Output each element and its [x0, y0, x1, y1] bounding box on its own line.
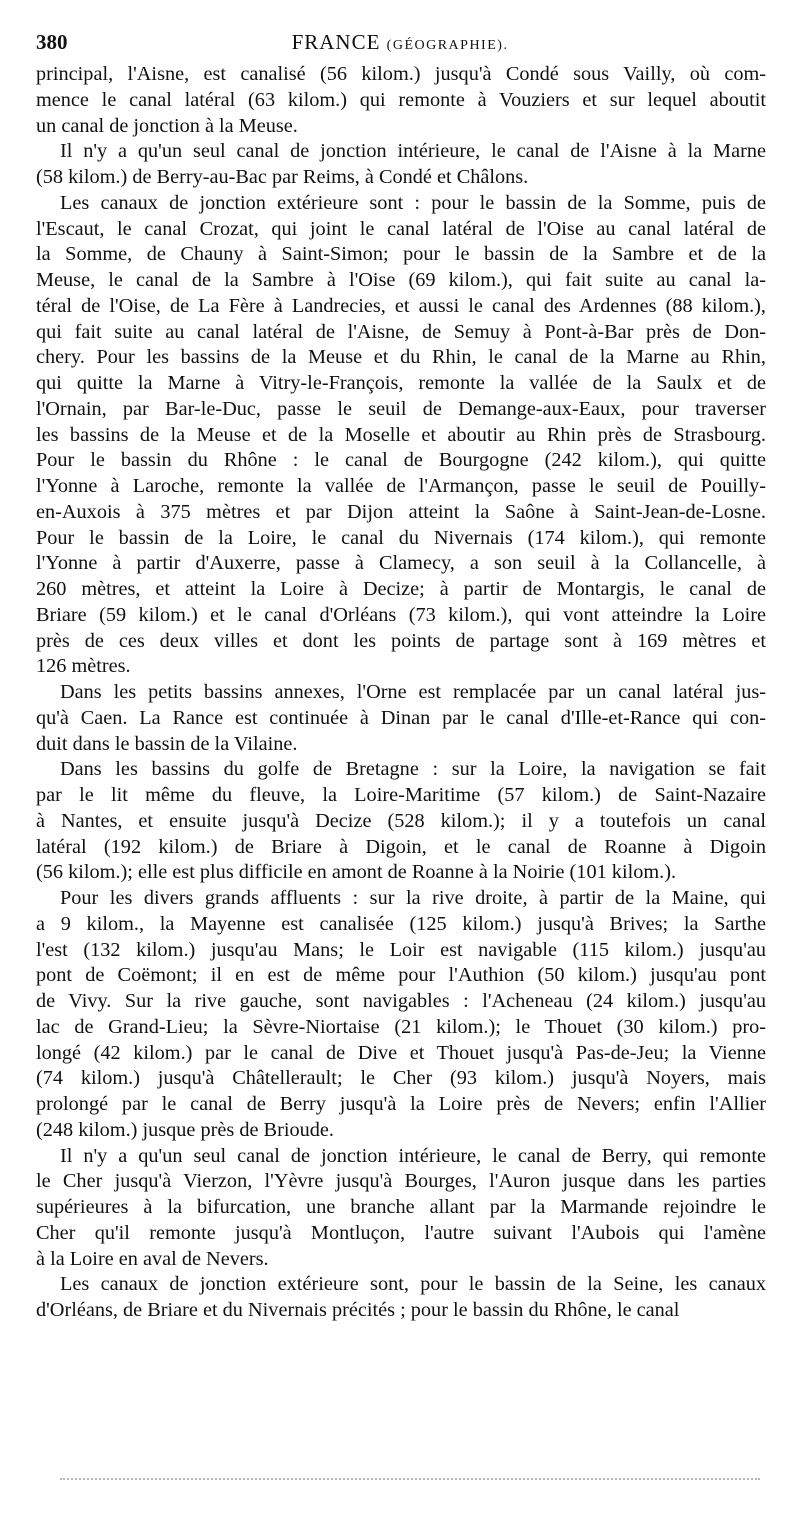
text-line: Briare (59 kilom.) et le canal d'Orléans (73 kilom.), qui vont atteindre la Loire [36, 603, 766, 626]
text-line: l'Yonne à Laroche, remonte la vallée de l'Armançon, passe le seuil de Pouilly- [36, 475, 766, 497]
paragraph [36, 1272, 766, 1324]
text-line: près de ces deux villes et dont les points de partage sont à 169 mètres et [36, 629, 766, 652]
text-line: l'est (132 kilom.) jusqu'au Mans; le Loir est navigable (115 kilom.) jusqu'au [36, 938, 766, 961]
text-line: par le lit même du fleuve, la Loire-Maritime (57 kilom.) de Saint-Nazaire [36, 784, 766, 806]
text-line: Pour le bassin de la Loire, le canal du Nivernais (174 kilom.), qui remonte [36, 526, 766, 549]
text-line: (56 kilom.); elle est plus difficile en amont de Roanne à la Noirie (101 kilom.). [36, 861, 677, 884]
running-title [36, 30, 764, 55]
text-line: qu'à Caen. La Rance est continuée à Dinan par le canal d'Ille-et-Rance qui con- [36, 706, 766, 729]
text-line: téral de l'Oise, de La Fère à Landrecies, et aussi le canal des Ardennes (88 kilom.), [36, 294, 766, 317]
text-line: Pour le bassin du Rhône : le canal de Bourgogne (242 kilom.), qui quitte [36, 449, 766, 472]
text-line: mence le canal latéral (63 kilom.) qui remonte à Vouziers et sur lequel aboutit [36, 88, 766, 111]
text-line: 126 mètres. [36, 655, 131, 678]
text-line: (58 kilom.) de Berry-au-Bac par Reims, à Condé et Châlons. [36, 166, 529, 188]
text-line: duit dans le bassin de la Vilaine. [36, 732, 298, 755]
text-line: Dans les petits bassins annexes, l'Orne est remplacée par un canal latéral jus- [60, 681, 766, 703]
text-line: Il n'y a qu'un seul canal de jonction intérieure, le canal de l'Aisne à la Marne [60, 140, 766, 163]
paragraph [36, 680, 766, 757]
text-line: prolongé par le canal de Berry jusqu'à la Loire près de Nevers; enfin l'Allier [36, 1093, 766, 1115]
bottom-divider [60, 1478, 760, 1480]
text-line: principal, l'Aisne, est canalisé (56 kilom.) jusqu'à Condé sous Vailly, où com- [36, 63, 766, 85]
paragraph [36, 191, 766, 680]
text-line: en-Auxois à 375 mètres et par Dijon atteint la Saône à Saint-Jean-de-Losne. [36, 500, 766, 523]
text-line: Les canaux de jonction extérieure sont, pour le bassin de la Seine, les canaux [60, 1273, 766, 1296]
text-line: Cher qu'il remonte jusqu'à Montluçon, l'autre suivant l'Aubois qui l'amène [36, 1221, 766, 1244]
text-line: Il n'y a qu'un seul canal de jonction intérieure, le canal de Berry, qui remonte [60, 1144, 766, 1167]
text-line: Pour les divers grands affluents : sur la rive droite, à partir de la Maine, qui [60, 887, 766, 909]
page-number: 380 [36, 30, 68, 54]
text-line: qui quitte la Marne à Vitry-le-François, remonte la vallée de la Saulx et de [36, 372, 766, 394]
text-line: chery. Pour les bassins de la Meuse et du Rhin, le canal de la Marne au Rhin, [36, 346, 766, 369]
text-line: a 9 kilom., la Mayenne est canalisée (125 kilom.) jusqu'à Brives; la Sarthe [36, 912, 766, 935]
page-header [36, 30, 764, 60]
running-title-sub: (GÉOGRAPHIE). [386, 38, 509, 53]
text-line: lac de Grand-Lieu; la Sèvre-Niortaise (21 kilom.); le Thouet (30 kilom.) pro- [36, 1015, 766, 1038]
paragraph [36, 139, 766, 191]
text-line: de Vivy. Sur la rive gauche, sont navigables : l'Acheneau (24 kilom.) jusqu'au [36, 990, 766, 1012]
text-line: un canal de jonction à la Meuse. [36, 114, 298, 137]
running-title-main: FRANCE [291, 30, 381, 54]
text-line: l'Escaut, le canal Crozat, qui joint le canal latéral de l'Oise au canal latéral de [36, 217, 766, 240]
text-line: d'Orléans, de Briare et du Nivernais précités ; pour le bassin du Rhône, le canal [36, 1299, 680, 1321]
paragraph [36, 757, 766, 886]
text-line: (74 kilom.) jusqu'à Châtellerault; le Cher (93 kilom.) jusqu'à Noyers, mais [36, 1067, 766, 1090]
text-line: le Cher jusqu'à Vierzon, l'Yèvre jusqu'à Bourges, l'Auron jusque dans les parties [36, 1170, 766, 1193]
text-line: qui fait suite au canal latéral de l'Aisne, de Semuy à Pont-à-Bar près de Don- [36, 320, 766, 343]
text-line: la Somme, de Chauny à Saint-Simon; pour le bassin de la Sambre et de la [36, 243, 766, 266]
text-line: supérieures à la bifurcation, une branche allant par la Marmande rejoindre le [36, 1196, 766, 1218]
text-line: Les canaux de jonction extérieure sont : pour le bassin de la Somme, puis de [60, 191, 766, 214]
text-line: les bassins de la Meuse et de la Moselle et aboutir au Rhin près de Strasbourg. [36, 423, 766, 446]
text-line: à la Loire en aval de Nevers. [36, 1247, 269, 1270]
text-line: pont de Coëmont; il en est de même pour l'Authion (50 kilom.) jusqu'au pont [36, 964, 766, 987]
text-line: à Nantes, et ensuite jusqu'à Decize (528 kilom.); il y a toutefois un canal [36, 809, 766, 832]
body-text [36, 62, 766, 1324]
text-line: Dans les bassins du golfe de Bretagne : sur la Loire, la navigation se fait [60, 758, 766, 781]
text-line: Meuse, le canal de la Sambre à l'Oise (69 kilom.), qui fait suite au canal la- [36, 269, 766, 291]
paragraph [36, 62, 766, 139]
text-line: l'Ornain, par Bar-le-Duc, passe le seuil de Demange-aux-Eaux, pour traverser [36, 397, 766, 420]
text-line: l'Yonne à partir d'Auxerre, passe à Clamecy, a son seuil à la Collancelle, à [36, 552, 766, 575]
paragraph [36, 886, 766, 1144]
paragraph [36, 1144, 766, 1273]
text-line: (248 kilom.) jusque près de Brioude. [36, 1118, 334, 1141]
text-line: 260 mètres, et atteint la Loire à Decize; à partir de Montargis, le canal de [36, 578, 766, 600]
text-line: longé (42 kilom.) par le canal de Dive et Thouet jusqu'à Pas-de-Jeu; la Vienne [36, 1041, 766, 1064]
text-line: latéral (192 kilom.) de Briare à Digoin, et le canal de Roanne à Digoin [36, 835, 766, 858]
